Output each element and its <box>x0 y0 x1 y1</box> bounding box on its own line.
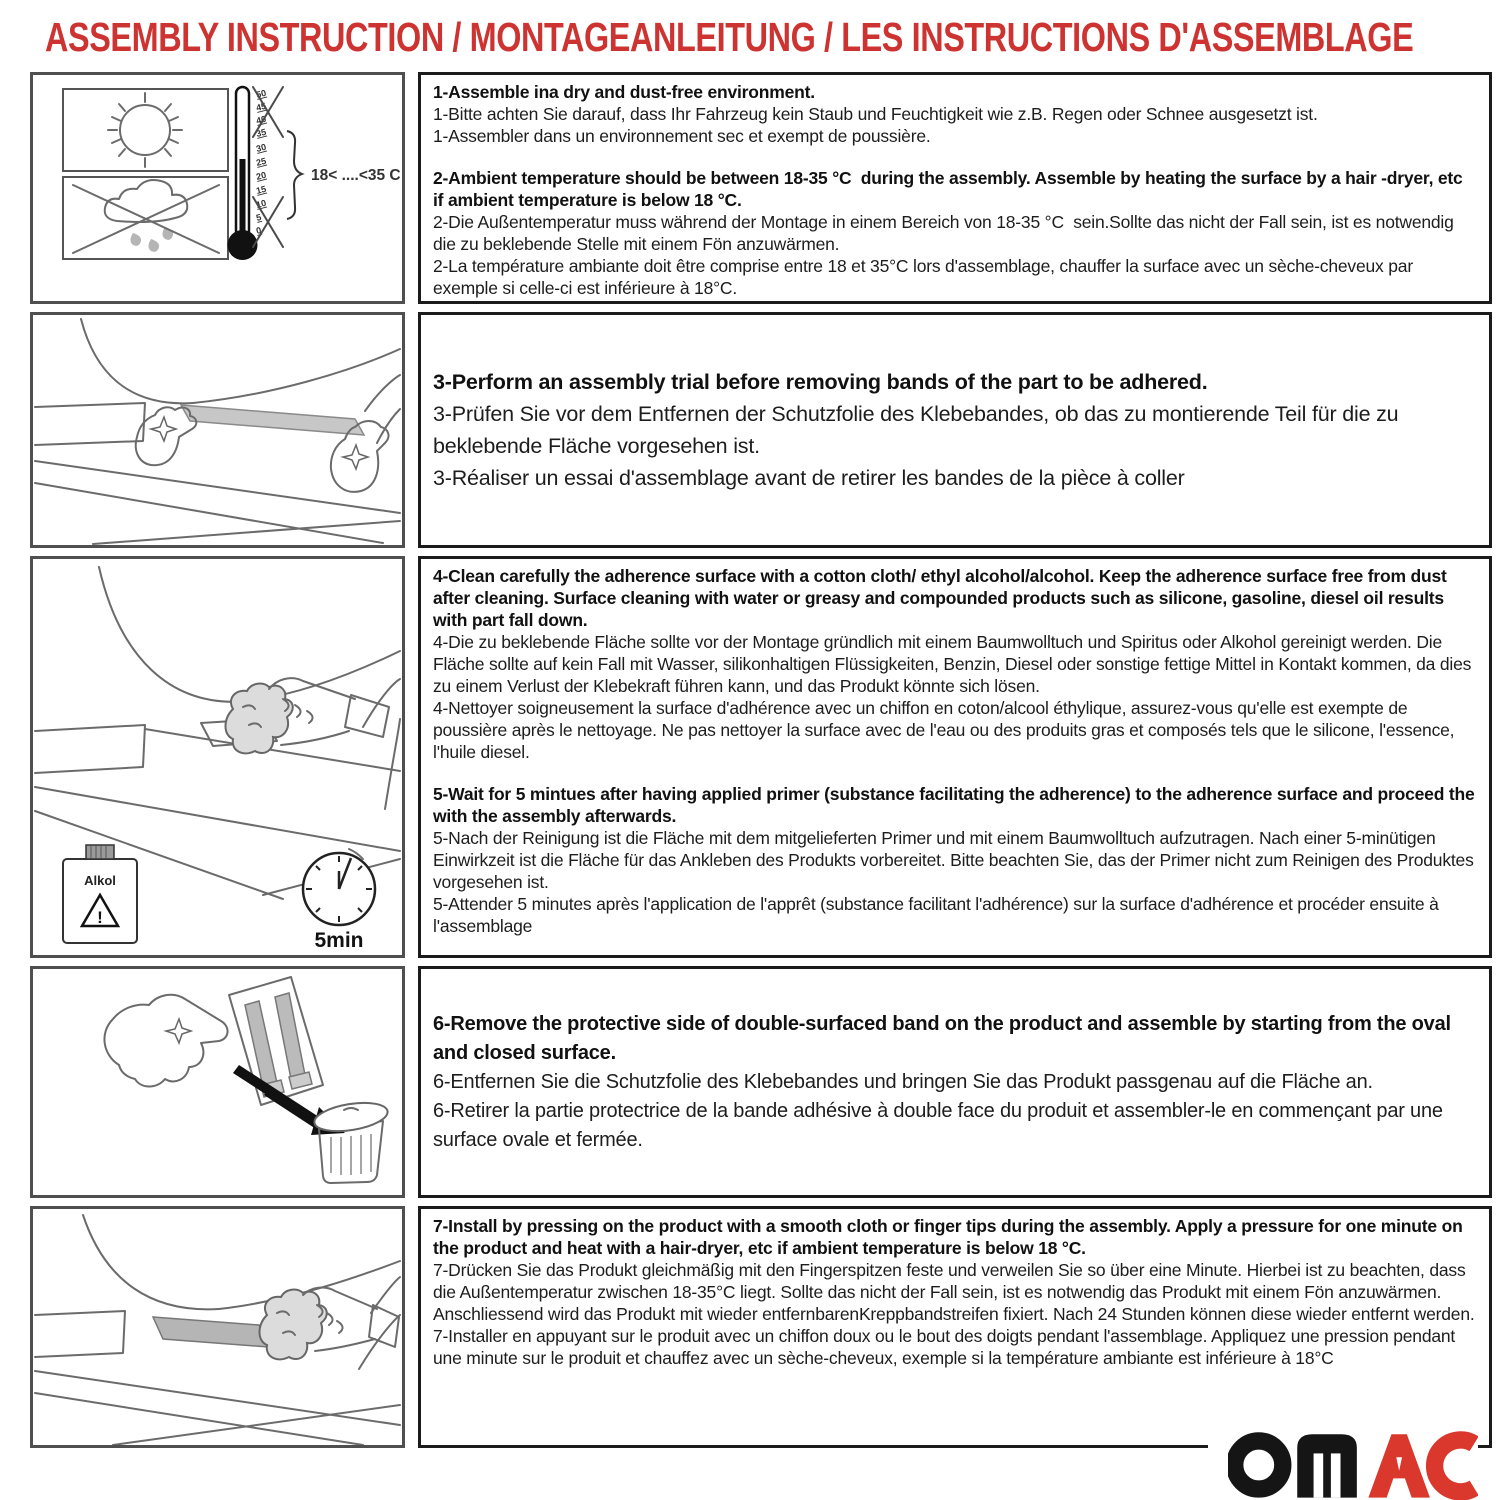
logo-letter-o <box>1235 1441 1283 1489</box>
instruction-step-1-fr: 1-Assembler dans un environnement sec et exempt de poussière. <box>433 126 931 146</box>
section-4-illustration <box>30 966 405 1198</box>
clock-icon <box>303 849 375 952</box>
cleaning-illustration <box>33 559 402 955</box>
trial-fit-illustration <box>33 315 402 545</box>
thermometer-icon <box>228 87 258 260</box>
instruction-step-4-en: 4-Clean carefully the adherence surface with a cotton cloth/ ethyl alcohol/alcohol. Keep the adherence surface free from dust after cleaning. Surface cleaning with water or greasy and compounded products such as silicone, gasoline, diesel oil results with part fall down. <box>433 566 1452 630</box>
instruction-sheet <box>0 16 1500 1500</box>
instruction-step-2-en: 2-Ambient temperature should be between 18-35 °C during the assembly. Assemble by heating the surface by a hair -dryer, etc if ambient temperature is below 18 °C. <box>433 168 1468 210</box>
section-2-illustration <box>30 312 405 548</box>
svg-text:50: 50 <box>255 87 268 100</box>
section-5-illustration <box>30 1206 405 1448</box>
omac-logo <box>1208 1420 1478 1500</box>
instruction-step-4-fr: 4-Nettoyer soigneusement la surface d'adhérence avec un chiffon en coton/alcool éthylique, assurez-vous qu'elle est exempte de poussière après le nettoyage. Ne pas nettoyer la surface avec de l'eau ou des produits gras et composés tels que le silicone, l'essence, l'huile diesel. <box>433 698 1460 762</box>
instruction-step-2-fr: 2-La température ambiante doit être comprise entre 18 et 35°C lors d'assemblage, chauffer la surface avec un sèche-cheveux par exemple si celle-ci est inférieure à 18°C. <box>433 256 1418 298</box>
pressing-illustration <box>33 1209 402 1445</box>
section-2-text <box>418 312 1492 548</box>
instruction-step-5-fr: 5-Attender 5 minutes après l'application de l'apprêt (substance facilitant l'adhérence) sur la surface d'adhérence et procéder ensuite à l'assemblage <box>433 894 1444 936</box>
svg-text:!: ! <box>97 908 103 927</box>
logo-letter-c <box>1435 1440 1475 1492</box>
bottle-label: Alkol <box>84 873 116 888</box>
instruction-step-6-de: 6-Entfernen Sie die Schutzfolie des Klebebandes und bringen Sie das Produkt passgenau auf die Fläche an. <box>433 1070 1373 1093</box>
section-3-row <box>30 556 1492 958</box>
section-5-row <box>30 1206 1492 1448</box>
alcohol-bottle-icon <box>63 845 137 943</box>
instruction-step-7-fr: 7-Installer en appuyant sur le produit avec un chiffon doux ou le bout des doigts pendant l'assemblage. Appliquez une pression pendant une minute sur le produit et chauffez avec un sèche-cheveux, exemple si la température ambiante est inférieure à 18°C <box>433 1326 1460 1368</box>
sill-trim-strip <box>181 405 364 435</box>
peeling-hand-icon <box>104 995 227 1087</box>
instruction-step-6-en: 6-Remove the protective side of double-surfaced band on the product and assemble by starting from the oval and closed surface. <box>433 1012 1457 1064</box>
omac-logo-graphic <box>1228 1424 1478 1500</box>
instruction-step-3-de: 3-Prüfen Sie vor dem Entfernen der Schutzfolie des Klebebandes, ob das zu montierende Teil für die zu beklebende Fläche vorgesehen ist. <box>433 402 1405 458</box>
svg-text:40: 40 <box>255 113 268 126</box>
instruction-step-1-de: 1-Bitte achten Sie darauf, dass Ihr Fahrzeug kein Staub und Feuchtigkeit wie z.B. Regen oder Schnee ausgesetzt ist. <box>433 104 1318 124</box>
section-4-text <box>418 966 1492 1198</box>
instruction-step-7-en: 7-Install by pressing on the product with a smooth cloth or finger tips during the assembly. Apply a pressure for one minute on the product and heat with a hair-dryer, etc if ambient temperature is below 18 °C. <box>433 1216 1468 1258</box>
svg-text:25: 25 <box>255 155 268 168</box>
instruction-step-2-de: 2-Die Außentemperatur muss während der Montage in einem Bereich von 18-35 °C sein.Sollte das nicht der Fall sein, ist es notwendig die zu beklebende Stelle mit einem Fön anzuwärmen. <box>433 212 1459 254</box>
section-1-illustration <box>30 72 405 304</box>
temperature-range-label: 18< ....<35 C <box>311 167 401 184</box>
svg-text:15: 15 <box>255 183 268 196</box>
section-4-row <box>30 966 1492 1198</box>
svg-text:45: 45 <box>255 100 268 113</box>
svg-text:5: 5 <box>255 212 263 223</box>
instruction-step-5-en: 5-Wait for 5 mintues after having applied primer (substance facilitating the adherence) to the adherence surface and proceed the with the assembly afterwards. <box>433 784 1480 826</box>
pressing-cloth-hand-icon <box>260 1288 400 1360</box>
section-1-text <box>418 72 1492 304</box>
instruction-step-6-fr: 6-Retirer la partie protectrice de la bande adhésive à double face du produit et assembler-le en commençant par une surface ovale et fermée. <box>433 1099 1449 1151</box>
section-3-illustration <box>30 556 405 958</box>
logo-letter-m <box>1297 1434 1357 1497</box>
thermometer-scale <box>255 88 267 236</box>
instruction-step-5-de: 5-Nach der Reinigung ist die Fläche mit dem mitgelieferten Primer und mit einem Baumwolltuch aufzutragen. Nach einer 5-minütigen Einwirkzeit ist die Fläche für das Ankleben des Produkts vorbereitet. Bitte beachten Sie, das der Primer nicht zum Reinigen des Produktes vorgesehen ist. <box>433 828 1479 892</box>
trash-can-icon <box>312 1098 389 1183</box>
page-title: ASSEMBLY INSTRUCTION / MONTAGEANLEITUNG / LES INSTRUCTIONS D'ASSEMBLAGE <box>45 14 1414 60</box>
instruction-step-7-de: 7-Drücken Sie das Produkt gleichmäßig mit den Fingerspitzen feste und verweilen Sie so über eine Minute. Hierbei ist zu beachten, dass die Außentemperatur zwischen 18-35°C liegt. Sollte das nicht der Fall sein, ist es notwendig das Produkt mit einem Fön anzuwärmen. Anschliessend wird das Produkt mit wieder entfernbarenKreppbandstreifen fixiert. Nach 24 Stunden können diese wieder entfernt werden. <box>433 1260 1475 1324</box>
section-2-row <box>30 312 1492 548</box>
range-brace <box>287 131 302 219</box>
section-1-row <box>30 72 1492 304</box>
svg-text:0: 0 <box>255 225 263 236</box>
section-5-text <box>418 1206 1492 1448</box>
instruction-step-1-en: 1-Assemble ina dry and dust-free environment. <box>433 82 815 102</box>
section-3-text <box>418 556 1492 958</box>
svg-text:35: 35 <box>255 126 268 139</box>
instruction-step-4-de: 4-Die zu beklebende Fläche sollte vor der Montage gründlich mit einem Baumwolltuch und Spiritus oder Alkohol gereinigt werden. Die Fläche sollte auf kein Fall mit Wasser, silikonhaltigen Flüssigkeiten, Benzin, Diesel oder sonstige fettige Mittel in Kontakt kommen, da dies zu einem Verlust der Klebekraft führen kann, und das Produkt könnte sich lösen. <box>433 632 1476 696</box>
clock-5min-label: 5min <box>314 929 364 952</box>
svg-text:30: 30 <box>255 141 268 154</box>
installed-trim-strip <box>153 1317 269 1347</box>
band-removal-illustration <box>33 969 402 1195</box>
svg-text:10: 10 <box>255 197 268 210</box>
cleaning-cloth-hand-icon <box>226 678 390 753</box>
temperature-conditions-illustration <box>33 75 402 301</box>
logo-letter-a <box>1368 1434 1430 1497</box>
instruction-step-3-en: 3-Perform an assembly trial before removing bands of the part to be adhered. <box>433 370 1208 394</box>
instruction-step-3-fr: 3-Réaliser un essai d'assemblage avant de retirer les bandes de la pièce à coller <box>433 466 1185 490</box>
svg-text:20: 20 <box>255 169 268 182</box>
product-with-bands <box>229 977 323 1105</box>
